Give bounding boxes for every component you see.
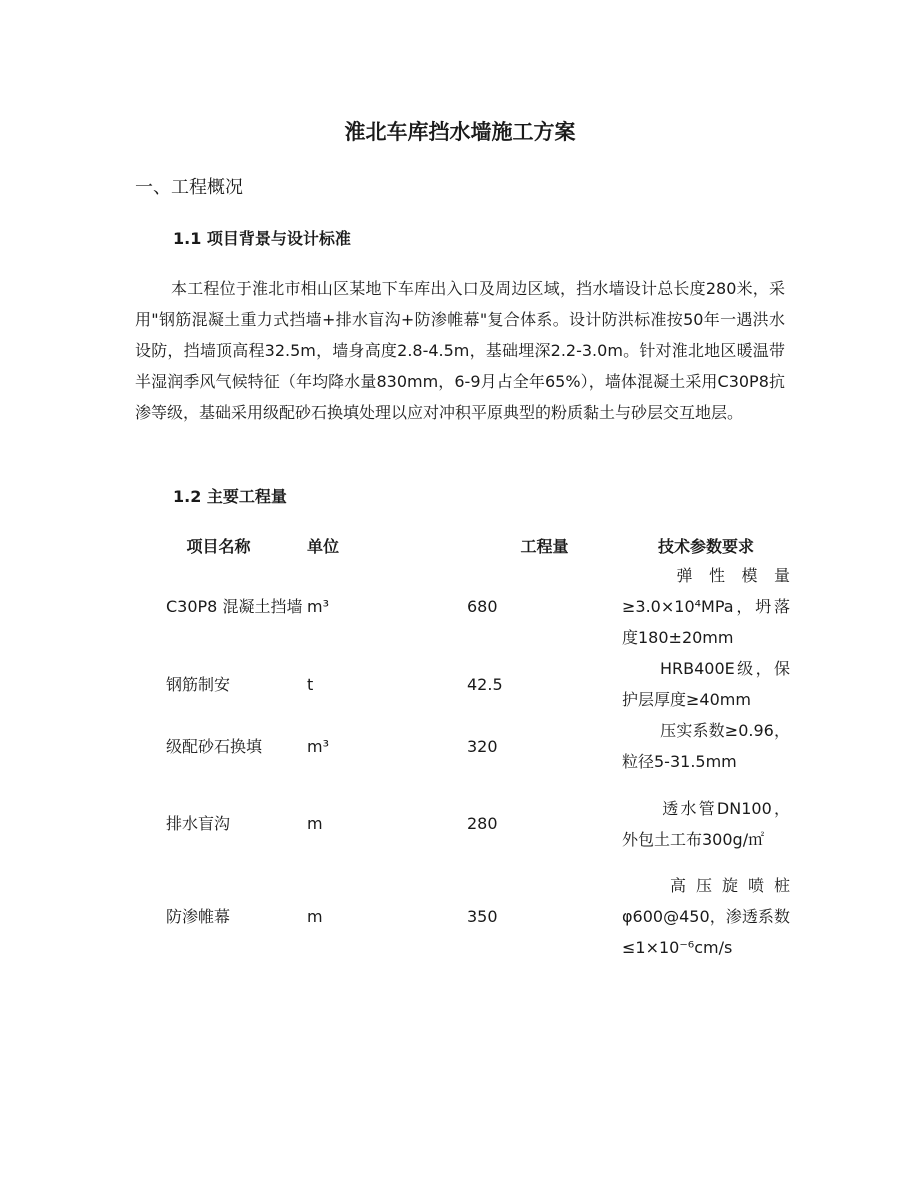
- table-row: [130, 715, 790, 777]
- header-amount: 工程量: [520, 536, 569, 556]
- cell-item-name: 防渗帷幕: [166, 907, 231, 926]
- cell-unit: m: [307, 814, 323, 833]
- cell-amount: 680: [467, 597, 498, 616]
- cell-spec: 压实系数≥0.96，粒径5-31.5mm: [622, 721, 790, 771]
- cell-spec: 弹性模量≥3.0×10⁴MPa，坍落度180±20mm: [622, 566, 790, 647]
- section-heading-overview: 一、工程概况: [135, 177, 243, 198]
- table-row: [130, 777, 790, 870]
- cell-amount: 320: [467, 736, 498, 756]
- header-spec: 技术参数要求: [657, 536, 754, 556]
- table-row: [130, 560, 790, 653]
- table-header-row: [130, 530, 790, 560]
- background-paragraph: 本工程位于淮北市相山区某地下车库出入口及周边区域，挡水墙设计总长度280米，采用"钢筋混凝土重力式挡墙+排水盲沟+防渗帷幕"复合体系。设计防洪标准按50年一遇洪水设防，挡墙顶高程32.5m，墙身高度2.8-4.5m，基础埋深2.2-3.0m。针对淮北地区暖温带半湿润季风气候特征（年均降水量830mm，6-9月占全年65%），墙体混凝土采用C30P8抗渗等级，基础采用级配砂石换填处理以应对冲积平原典型的粉质黏土与砂层交互地层。: [135, 279, 785, 422]
- cell-item-name: 钢筋制安: [166, 674, 231, 694]
- header-unit: 单位: [307, 536, 340, 556]
- cell-item-name: C30P8 混凝土挡墙: [166, 597, 303, 616]
- cell-unit: m: [307, 907, 323, 926]
- subsection-heading-quantities: 1.2 主要工程量: [173, 487, 287, 506]
- cell-unit: m³: [307, 597, 329, 616]
- cell-amount: 350: [467, 907, 498, 926]
- subsection-heading-background: 1.1 项目背景与设计标准: [173, 229, 351, 248]
- header-item-name: 项目名称: [186, 536, 251, 556]
- cell-unit: t: [307, 674, 314, 694]
- cell-amount: 280: [467, 814, 498, 833]
- cell-spec: 高压旋喷桩φ600@450，渗透系数≤1×10⁻⁶cm/s: [622, 876, 790, 957]
- cell-spec: HRB400E级，保护层厚度≥40mm: [622, 659, 790, 709]
- cell-amount: 42.5: [467, 674, 503, 694]
- quantities-table: [130, 530, 790, 963]
- document-title: 淮北车库挡水墙施工方案: [344, 120, 576, 144]
- cell-unit: m³: [307, 736, 329, 756]
- table-row: [130, 653, 790, 715]
- cell-item-name: 排水盲沟: [166, 814, 231, 833]
- cell-spec: 透水管DN100，外包土工布300g/㎡: [622, 798, 790, 849]
- table-row: [130, 870, 790, 963]
- cell-item-name: 级配砂石换填: [166, 736, 263, 756]
